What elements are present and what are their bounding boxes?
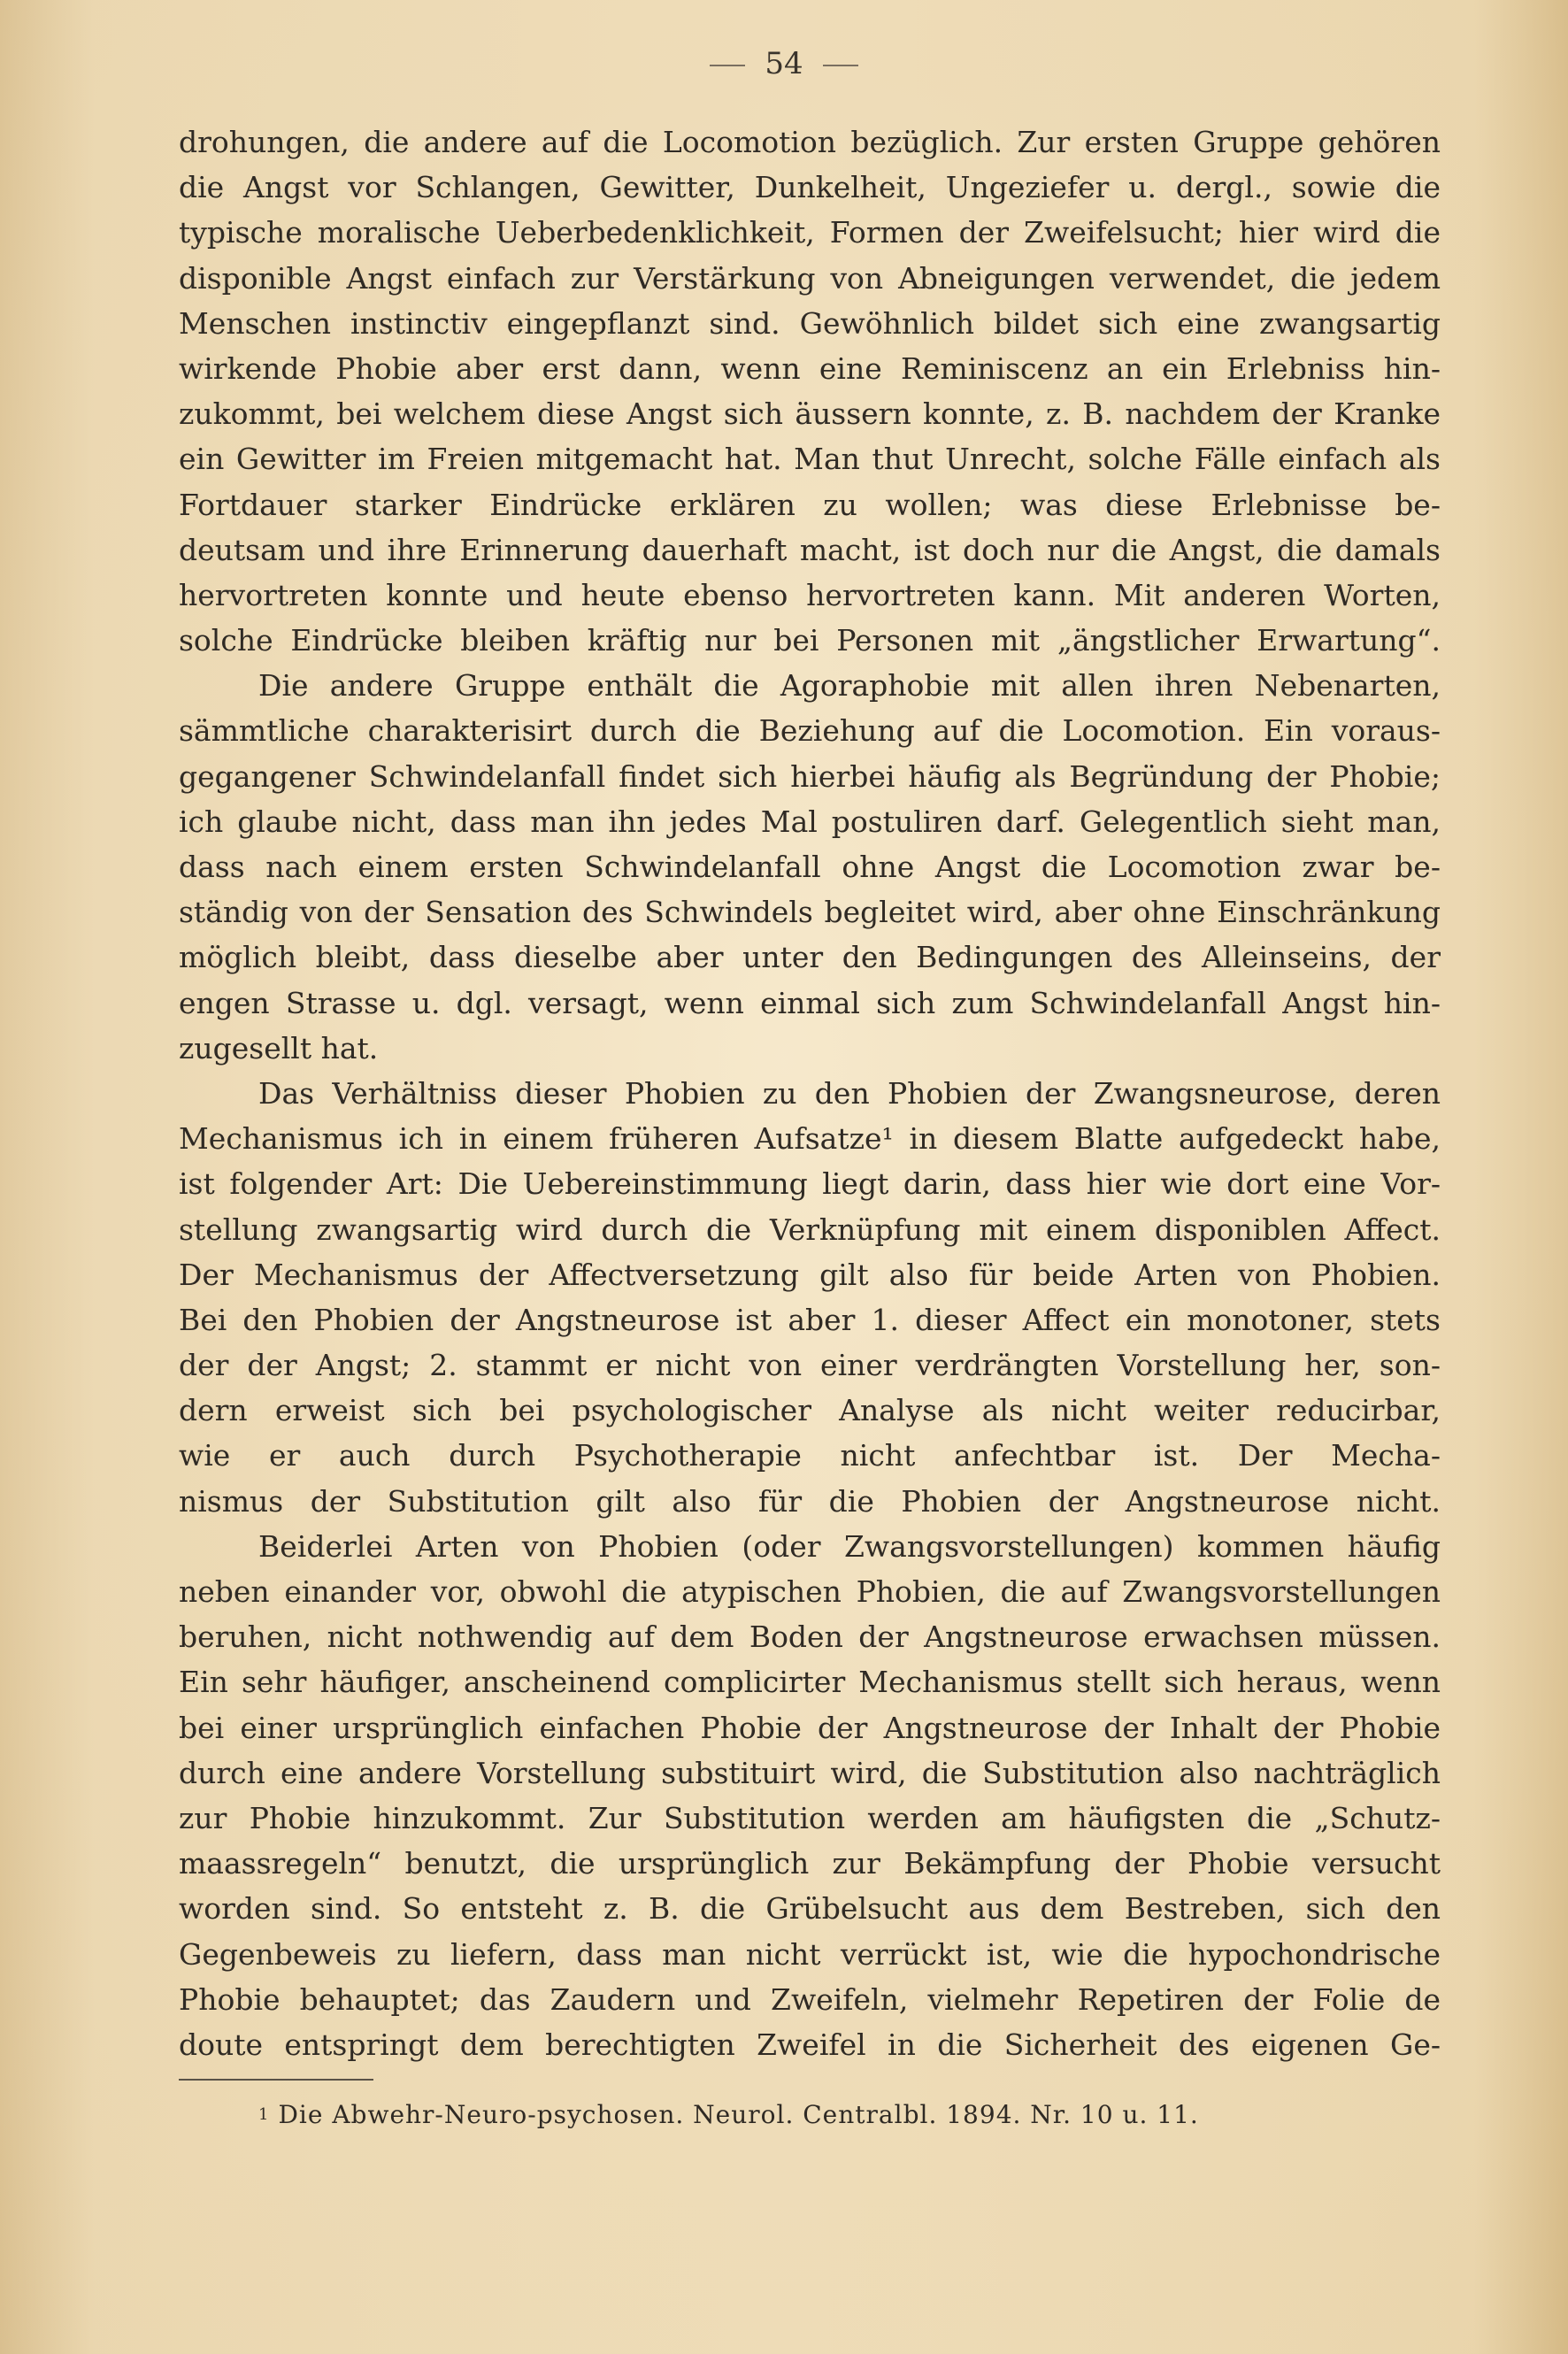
text-line: doute entspringt dem berechtigten Zweifel in die Sicherheit des eigenen Ge- xyxy=(179,2027,1441,2062)
text-line: nismus der Substitution gilt also für die Phobien der Angstneurose nicht. xyxy=(179,1483,1441,1519)
footnote xyxy=(258,2097,1199,2133)
text-line: neben einander vor, obwohl die atypischen Phobien, die auf Zwangsvorstellungen xyxy=(179,1574,1441,1609)
text-line: Der Mechanismus der Affectversetzung gilt also für beide Arten von Phobien. xyxy=(179,1257,1441,1292)
text-line: dass nach einem ersten Schwindelanfall ohne Angst die Locomotion zwar be- xyxy=(179,850,1441,884)
text-line: möglich bleibt, dass dieselbe aber unter den Bedingungen des Alleinseins, der xyxy=(179,940,1441,975)
footnote-divider xyxy=(179,2079,373,2081)
text-line: drohungen, die andere auf die Locomotion bezüglich. Zur ersten Gruppe gehören xyxy=(179,125,1441,159)
text-line: deutsam und ihre Erinnerung dauerhaft macht, ist doch nur die Angst, die damals xyxy=(179,532,1441,567)
left-dash xyxy=(710,65,745,66)
right-dash xyxy=(823,65,858,66)
text-line: Phobie behauptet; das Zaudern und Zweifeln, vielmehr Repetiren der Folie de xyxy=(179,1981,1441,2017)
text-line: durch eine andere Vorstellung substituirt wird, die Substitution also nachträglich xyxy=(179,1755,1441,1790)
text-line: der der Angst; 2. stammt er nicht von einer verdrängten Vorstellung her, son- xyxy=(179,1348,1441,1383)
page-number-header xyxy=(0,46,1568,81)
text-line: disponible Angst einfach zur Verstärkung von Abneigungen verwendet, die jedem xyxy=(179,260,1441,296)
text-line: gegangener Schwindelanfall findet sich hierbei häufig als Begründung der Phobie; xyxy=(179,758,1441,794)
text-line: Das Verhältniss dieser Phobien zu den Phobien der Zwangsneurose, deren xyxy=(258,1075,1441,1111)
text-line: worden sind. So entsteht z. B. die Grübelsucht aus dem Bestreben, sich den xyxy=(179,1891,1441,1927)
text-line: dern erweist sich bei psychologischer Analyse als nicht weiter reducirbar, xyxy=(179,1393,1441,1428)
text-line: stellung zwangsartig wird durch die Verknüpfung mit einem disponiblen Affect. xyxy=(179,1212,1441,1247)
footnote-marker: 1 xyxy=(258,2105,270,2124)
text-line: sämmtliche charakterisirt durch die Beziehung auf die Locomotion. Ein voraus- xyxy=(179,713,1441,749)
text-line: Mechanismus ich in einem früheren Aufsatze¹ in diesem Blatte aufgedeckt habe, xyxy=(179,1121,1441,1157)
text-line: ist folgender Art: Die Uebereinstimmung liegt darin, dass hier wie dort eine Vor- xyxy=(179,1166,1441,1202)
text-line: maassregeln“ benutzt, die ursprünglich zur Bekämpfung der Phobie versucht xyxy=(179,1846,1441,1881)
text-line: ich glaube nicht, dass man ihn jedes Mal postuliren darf. Gelegentlich sieht man, xyxy=(179,804,1441,839)
text-line: Ein sehr häufiger, anscheinend complicirter Mechanismus stellt sich heraus, wenn xyxy=(179,1665,1441,1700)
text-line: ein Gewitter im Freien mitgemacht hat. Man thut Unrecht, solche Fälle einfach als xyxy=(179,442,1441,477)
text-line: zukommt, bei welchem diese Angst sich äussern konnte, z. B. nachdem der Kranke xyxy=(179,396,1441,432)
text-line: die Angst vor Schlangen, Gewitter, Dunkelheit, Ungeziefer u. dergl., sowie die xyxy=(179,170,1441,205)
text-line: zugesellt hat. xyxy=(179,1030,379,1065)
text-line: beruhen, nicht nothwendig auf dem Boden der Angstneurose erwachsen müssen. xyxy=(179,1619,1441,1655)
text-line: engen Strasse u. dgl. versagt, wenn einmal sich zum Schwindelanfall Angst hin- xyxy=(179,985,1441,1020)
text-line: zur Phobie hinzukommt. Zur Substitution werden am häufigsten die „Schutz- xyxy=(179,1800,1441,1835)
text-line: Menschen instinctiv eingepflanzt sind. Gewöhnlich bildet sich eine zwangsartig xyxy=(179,305,1441,341)
text-line: wie er auch durch Psychotherapie nicht anfechtbar ist. Der Mecha- xyxy=(179,1438,1441,1473)
text-line: Gegenbeweis zu liefern, dass man nicht verrückt ist, wie die hypochondrische xyxy=(179,1936,1441,1972)
text-line: wirkende Phobie aber erst dann, wenn eine Reminiscenz an ein Erlebniss hin- xyxy=(179,350,1441,386)
footnote-text: Die Abwehr-Neuro-psychosen. Neurol. Centralbl. 1894. Nr. 10 u. 11. xyxy=(278,2100,1199,2129)
text-line: ständig von der Sensation des Schwindels begleitet wird, aber ohne Einschränkung xyxy=(179,895,1441,930)
text-line: Bei den Phobien der Angstneurose ist aber 1. dieser Affect ein monotoner, stets xyxy=(179,1302,1441,1337)
text-line: hervortreten konnte und heute ebenso hervortreten kann. Mit anderen Worten, xyxy=(179,577,1441,612)
text-line: solche Eindrücke bleiben kräftig nur bei Personen mit „ängstlicher Erwartung“. xyxy=(179,623,1441,658)
text-line: Beiderlei Arten von Phobien (oder Zwangsvorstellungen) kommen häufig xyxy=(258,1528,1441,1564)
text-line: Fortdauer starker Eindrücke erklären zu wollen; was diese Erlebnisse be- xyxy=(179,487,1441,522)
text-line: Die andere Gruppe enthält die Agoraphobie mit allen ihren Nebenarten, xyxy=(258,668,1441,704)
text-line: bei einer ursprünglich einfachen Phobie der Angstneurose der Inhalt der Phobie xyxy=(179,1710,1441,1745)
page-number: 54 xyxy=(765,46,803,81)
text-line: typische moralische Ueberbedenklichkeit, Formen der Zweifelsucht; hier wird die xyxy=(179,215,1441,250)
body-text xyxy=(179,119,1441,2067)
